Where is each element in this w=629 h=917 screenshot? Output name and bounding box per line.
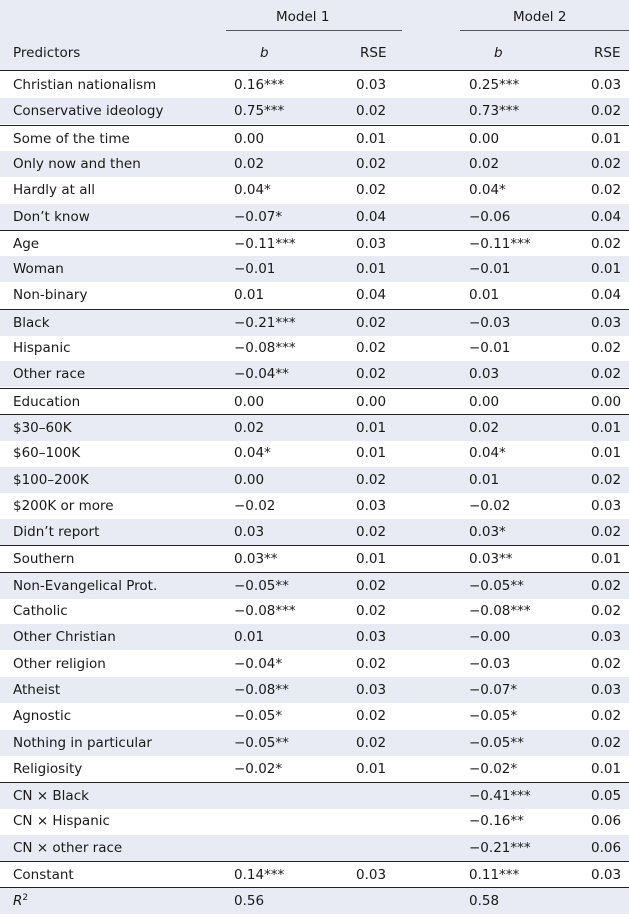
cell-rse2: 0.02 — [591, 340, 622, 356]
cell-b1: 0.03 — [234, 524, 265, 541]
cell-b1: −0.05** — [234, 734, 289, 751]
cell-b2: 0.11*** — [469, 867, 520, 883]
cell-b1: 0.01 — [234, 287, 265, 304]
cell-rse2: 0.02 — [591, 366, 622, 383]
cell-rse1: 0.01 — [356, 130, 387, 147]
cell-rse1: 0.00 — [356, 393, 387, 410]
cell-b2: −0.05** — [469, 734, 524, 751]
cell-rse2: 0.03 — [591, 681, 622, 698]
cell-rse2: 0.03 — [591, 314, 622, 331]
cell-rse2: 0.02 — [591, 182, 622, 199]
cell-rse2: 0.02 — [591, 708, 622, 725]
table-row — [0, 388, 629, 415]
cell-rse2: 0.03 — [591, 77, 622, 93]
cell-b1: −0.01 — [234, 261, 276, 278]
cell-b1: −0.02* — [234, 760, 283, 777]
cell-b2: −0.00 — [469, 629, 511, 646]
cell-b2: 0.01 — [469, 287, 500, 304]
cell-pred: $200K or more — [13, 497, 114, 514]
table-row — [0, 835, 629, 861]
r-squared-row — [0, 887, 629, 914]
cell-rse2: 0.06 — [591, 813, 622, 830]
cell-b2: −0.08*** — [469, 603, 531, 619]
cell-b2: 0.04* — [469, 182, 506, 199]
cell-pred: Nothing in particular — [13, 734, 152, 751]
cell-pred: CN × Black — [13, 788, 89, 805]
cell-rse2: 0.01 — [591, 760, 622, 777]
cell-rse2: 0.00 — [591, 393, 622, 410]
cell-rse2: 0.01 — [591, 261, 622, 278]
cell-b2: 0.00 — [469, 393, 500, 410]
cell-rse1: 0.01 — [356, 261, 387, 278]
cell-b2: 0.00 — [469, 130, 500, 147]
cell-b1: 0.03** — [234, 551, 278, 568]
r-squared-label: $R^2$ — [13, 893, 29, 910]
cell-pred: Conservative ideology — [13, 103, 164, 120]
table-header — [0, 0, 629, 71]
cell-b1: −0.05* — [234, 708, 283, 725]
cell-b1: −0.05** — [234, 577, 289, 594]
cell-pred: Don’t know — [13, 208, 90, 225]
cell-rse1: 0.03 — [356, 681, 387, 698]
cell-rse2: 0.06 — [591, 839, 622, 856]
cell-rse1: 0.01 — [356, 445, 387, 462]
table-row — [0, 361, 629, 387]
cell-rse1: 0.01 — [356, 551, 387, 568]
cell-b1: −0.08*** — [234, 603, 296, 619]
cell-b1: −0.07* — [234, 208, 283, 225]
table-row — [0, 467, 629, 493]
table-row — [0, 519, 629, 545]
model-1-rse-heading: RSE — [360, 45, 387, 61]
cell-b2: −0.41*** — [469, 788, 531, 805]
table-row — [0, 624, 629, 650]
cell-b1: 0.04* — [234, 445, 271, 462]
cell-pred: Christian nationalism — [13, 77, 157, 93]
cell-rse1: 0.01 — [356, 419, 387, 436]
cell-b1: 0.00 — [234, 393, 265, 410]
cell-rse1: 0.02 — [356, 708, 387, 725]
cell-pred: Hardly at all — [13, 182, 95, 199]
cell-rse1: 0.02 — [356, 155, 387, 172]
table-row — [0, 808, 629, 834]
table-row — [0, 572, 629, 599]
cell-pred: $60–100K — [13, 445, 81, 462]
cell-rse1: 0.02 — [356, 366, 387, 383]
cell-rse2: 0.03 — [591, 497, 622, 514]
cell-b1: 0.04* — [234, 182, 271, 199]
cell-pred: Southern — [13, 551, 75, 568]
cell-rse1: 0.03 — [356, 497, 387, 514]
table-row — [0, 677, 629, 703]
cell-pred: Other race — [13, 366, 86, 383]
cell-rse1: 0.02 — [356, 655, 387, 672]
cell-pred: Catholic — [13, 603, 68, 619]
table-row — [0, 256, 629, 282]
model-2-rse-heading: RSE — [594, 45, 621, 61]
cell-rse2: 0.02 — [591, 734, 622, 751]
cell-b1: −0.11*** — [234, 235, 296, 252]
cell-pred: Woman — [13, 261, 64, 278]
cell-b2: −0.06 — [469, 208, 511, 225]
table-row — [0, 177, 629, 203]
cell-rse2: 0.02 — [591, 235, 622, 252]
table-row — [0, 414, 629, 441]
cell-rse2: 0.01 — [591, 551, 622, 568]
cell-pred: Non-binary — [13, 287, 88, 304]
table-row — [0, 72, 629, 98]
cell-rse2: 0.02 — [591, 577, 622, 594]
cell-b2: 0.02 — [469, 419, 500, 436]
cell-b2: −0.05* — [469, 708, 518, 725]
cell-b1: −0.21*** — [234, 314, 296, 331]
cell-rse1: 0.02 — [356, 524, 387, 541]
cell-rse2: 0.02 — [591, 655, 622, 672]
cell-rse2: 0.05 — [591, 788, 622, 805]
cell-rse1: 0.02 — [356, 182, 387, 199]
cell-rse1: 0.03 — [356, 867, 387, 883]
table-row — [0, 440, 629, 466]
cell-rse2: 0.01 — [591, 445, 622, 462]
cell-b1: 0.75*** — [234, 103, 285, 120]
cell-pred: Education — [13, 393, 81, 410]
cell-rse2: 0.04 — [591, 287, 622, 304]
table-row — [0, 98, 629, 124]
cell-rse2: 0.03 — [591, 867, 622, 883]
model-2-rule — [460, 30, 629, 31]
cell-b1: −0.08*** — [234, 340, 296, 356]
cell-pred: Black — [13, 314, 50, 331]
cell-rse2: 0.02 — [591, 155, 622, 172]
cell-b2: 0.03 — [469, 366, 500, 383]
cell-b2: −0.05** — [469, 577, 524, 594]
cell-b1: 0.00 — [234, 471, 265, 488]
cell-b2: −0.01 — [469, 261, 511, 278]
cell-pred: Other religion — [13, 655, 106, 672]
cell-b2: −0.11*** — [469, 235, 531, 252]
cell-b2: 0.25*** — [469, 77, 520, 93]
cell-b2: −0.02 — [469, 497, 511, 514]
table-row — [0, 151, 629, 177]
cell-b2: −0.21*** — [469, 839, 531, 856]
cell-rse1: 0.03 — [356, 77, 387, 93]
table-row — [0, 335, 629, 361]
r-squared-model-1: 0.56 — [234, 893, 265, 910]
cell-b2: 0.01 — [469, 471, 500, 488]
cell-b1: 0.00 — [234, 130, 265, 147]
model-1-rule — [226, 30, 402, 31]
cell-rse1: 0.04 — [356, 208, 387, 225]
cell-pred: Only now and then — [13, 155, 141, 172]
model-2-heading: Model 2 — [513, 9, 567, 25]
cell-rse2: 0.02 — [591, 471, 622, 488]
cell-rse2: 0.01 — [591, 419, 622, 436]
model-1-heading: Model 1 — [276, 9, 330, 25]
cell-b2: 0.03* — [469, 524, 506, 541]
cell-rse1: 0.03 — [356, 235, 387, 252]
cell-b2: 0.04* — [469, 445, 506, 462]
cell-pred: Hispanic — [13, 340, 71, 356]
cell-pred: Religiosity — [13, 760, 83, 777]
table-row — [0, 204, 629, 230]
cell-rse2: 0.03 — [591, 629, 622, 646]
cell-pred: Didn’t report — [13, 524, 100, 541]
model-1-b-heading: b — [260, 45, 269, 61]
r-squared-model-2: 0.58 — [469, 893, 500, 910]
cell-b2: −0.02* — [469, 760, 518, 777]
cell-b1: −0.02 — [234, 497, 276, 514]
table-row — [0, 545, 629, 572]
cell-pred: Some of the time — [13, 130, 130, 147]
cell-pred: Other Christian — [13, 629, 116, 646]
table-row — [0, 782, 629, 809]
table-row — [0, 861, 629, 888]
table-row — [0, 730, 629, 756]
cell-rse1: 0.04 — [356, 287, 387, 304]
table-row — [0, 125, 629, 152]
model-2-b-heading: b — [494, 45, 503, 61]
cell-b1: −0.04** — [234, 366, 289, 383]
cell-pred: CN × other race — [13, 839, 123, 856]
cell-rse1: 0.02 — [356, 603, 387, 619]
cell-rse2: 0.02 — [591, 603, 622, 619]
cell-rse2: 0.02 — [591, 524, 622, 541]
cell-b2: 0.73*** — [469, 103, 520, 120]
cell-rse1: 0.02 — [356, 103, 387, 120]
cell-b1: 0.02 — [234, 155, 265, 172]
cell-b2: −0.03 — [469, 655, 511, 672]
cell-pred: $30–60K — [13, 419, 72, 436]
cell-rse1: 0.02 — [356, 734, 387, 751]
table-row — [0, 756, 629, 782]
cell-b2: −0.03 — [469, 314, 511, 331]
cell-b1: 0.01 — [234, 629, 265, 646]
cell-rse1: 0.01 — [356, 760, 387, 777]
cell-rse1: 0.02 — [356, 314, 387, 331]
cell-b1: 0.16*** — [234, 77, 285, 93]
cell-rse1: 0.03 — [356, 629, 387, 646]
table-row — [0, 651, 629, 677]
cell-b1: 0.14*** — [234, 867, 285, 883]
cell-b1: −0.04* — [234, 655, 283, 672]
table-row — [0, 598, 629, 624]
cell-pred: $100–200K — [13, 471, 89, 488]
cell-pred: Atheist — [13, 681, 61, 698]
cell-b2: −0.01 — [469, 340, 511, 356]
cell-pred: Non-Evangelical Prot. — [13, 577, 158, 594]
table-row — [0, 703, 629, 729]
cell-b2: −0.16** — [469, 813, 524, 830]
cell-pred: CN × Hispanic — [13, 813, 110, 830]
table-row — [0, 309, 629, 336]
cell-rse1: 0.02 — [356, 577, 387, 594]
cell-pred: Constant — [13, 867, 74, 883]
cell-pred: Age — [13, 235, 40, 252]
cell-rse1: 0.02 — [356, 471, 387, 488]
cell-b1: 0.02 — [234, 419, 265, 436]
cell-pred: Agnostic — [13, 708, 72, 725]
table-row — [0, 493, 629, 519]
cell-b1: −0.08** — [234, 681, 289, 698]
cell-rse2: 0.01 — [591, 130, 622, 147]
predictors-heading: Predictors — [13, 45, 81, 61]
cell-b2: 0.02 — [469, 155, 500, 172]
table-row — [0, 282, 629, 308]
cell-rse2: 0.04 — [591, 208, 622, 225]
table-row — [0, 230, 629, 257]
cell-rse2: 0.02 — [591, 103, 622, 120]
cell-rse1: 0.02 — [356, 340, 387, 356]
cell-b2: 0.03** — [469, 551, 513, 568]
cell-b2: −0.07* — [469, 681, 518, 698]
